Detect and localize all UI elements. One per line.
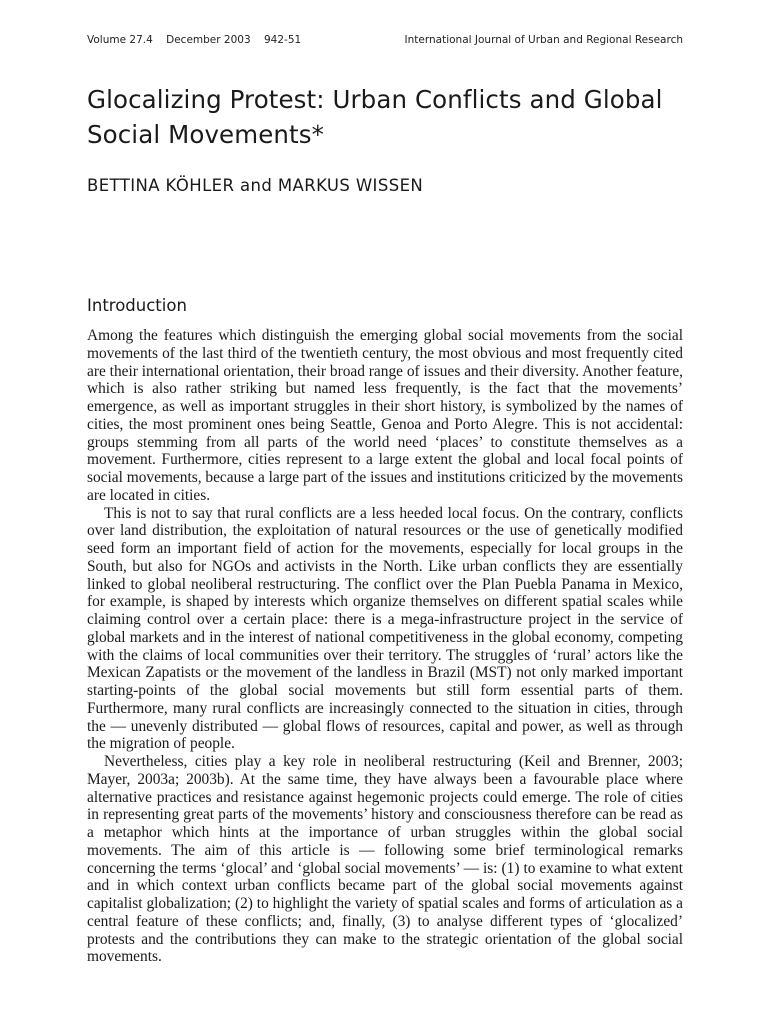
running-head: [87, 34, 683, 46]
paragraph-1: Among the features which distinguish the emerging global social movements from the social movements of the last third of the twentieth century, the most obvious and most frequently cited are their international orientation, their broad range of issues and their diversity. Another feature, which is also rather striking but named less frequently, is the fact that the movements’ emergence, as well as important struggles in their short history, is symbolized by the names of cities, the most prominent ones being Seattle, Genoa and Porto Alegre. This is not accidental: groups stemming from all parts of the world need ‘places’ to constitute themselves as a movement. Furthermore, cities represent to a large extent the global and local focal points of social movements, because a large part of the issues and institutions criticized by the movements are located in cities.: [87, 327, 683, 504]
article-body: [87, 327, 683, 966]
issue-date: December 2003: [166, 34, 251, 46]
article-title: Glocalizing Protest: Urban Conflicts and Global Social Movements*: [87, 85, 663, 149]
section-heading-introduction: Introduction: [87, 296, 187, 315]
paragraph-2: This is not to say that rural conflicts are a less heeded local focus. On the contrary, conflicts over land distribution, the exploitation of natural resources or the use of genetically modified seed form an important field of action for the movements, especially for local groups in the South, but also for NGOs and activists in the North. Like urban conflicts they are essentially linked to global neoliberal restructuring. The conflict over the Plan Puebla Panama in Mexico, for example, is shaped by interests which organize themselves on different spatial scales while claiming control over a certain place: there is a mega-infrastructure project in the service of global markets and in the interest of national competitiveness in the global economy, competing with the claims of local communities over their territory. The struggles of ‘rural’ actors like the Mexican Zapatists or the movement of the landless in Brazil (MST) not only marked important starting-points of the global social movements but still form essential parts of them. Furthermore, many rural conflicts are increasingly connected to the situation in cities, through the — unevenly distributed — global flows of resources, capital and power, as well as through the migration of people.: [87, 504, 683, 753]
issue-info: [87, 34, 301, 46]
paragraph-3: Nevertheless, cities play a key role in neoliberal restructuring (Keil and Brenner, 2003; Mayer, 2003a; 2003b). At the same time, they have always been a favourable place where alternative practices and resistance against hegemonic projects could emerge. The role of cities in representing great parts of the movements’ history and consciousness therefore can be read as a metaphor which hints at the importance of urban struggles within the global social movements. The aim of this article is — following some brief terminological remarks concerning the terms ‘glocal’ and ‘global social movements’ — is: (1) to examine to what extent and in which context urban conflicts became part of the global social movements against capitalist globalization; (2) to highlight the variety of spatial scales and forms of articulation as a central feature of these conflicts; and, finally, (3) to analyse different types of ‘glocalized’ protests and the contributions they can make to the strategic orientation of the global social movements.: [87, 753, 683, 966]
volume-label: Volume 27.4: [87, 34, 153, 46]
page-range: 942-51: [263, 34, 302, 46]
journal-name: International Journal of Urban and Regional Research: [404, 34, 683, 46]
article-authors: BETTINA KÖHLER and MARKUS WISSEN: [87, 176, 424, 195]
